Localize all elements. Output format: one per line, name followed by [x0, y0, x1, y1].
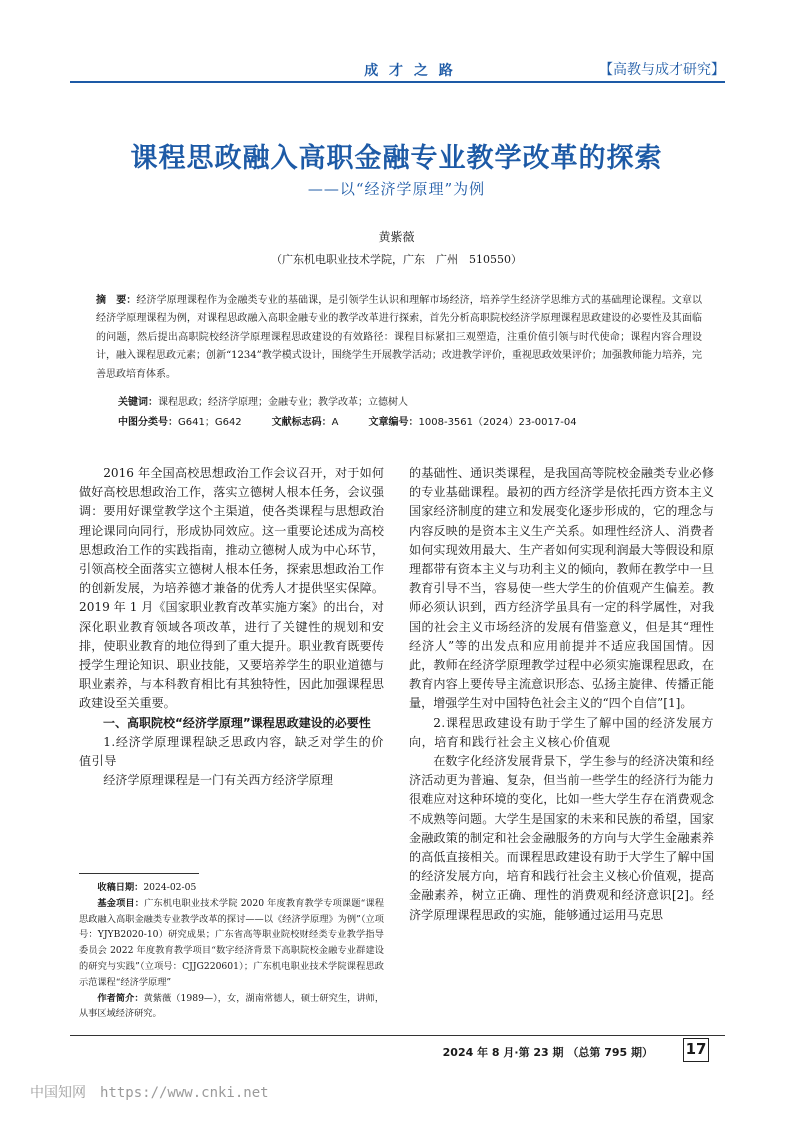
abstract-text: 经济学原理课程作为金融类专业的基础课，是引领学生认识和理解市场经济，培养学生经济学思维方式的基础理论课程。文章以经济学原理课程为例，对课程思政融入高职金融专业的教学改革进行探索，首先分析高职院校经济学原理课程思政建设的必要性及其面临的问题，然后提出高职院校经济学原理课程思政建设的有效路径：课程目标紧扣三观塑造，注重价值引领与时代使命；课程内容合理设计，融入课程思政元素；创新“1234”教学模式设计，围绕学生开展教学活动；改进教学评价，重视思政效果评价；加强教师能力培养，完善思政培育体系。 [96, 295, 703, 380]
journal-name: 成 才 之 路 [364, 63, 456, 79]
abstract [96, 292, 702, 384]
doc-code-label: 文献标志码： [271, 417, 332, 428]
source-watermark [30, 1082, 269, 1102]
author-name: 黄紫薇 [378, 230, 415, 244]
doc-code-value: A [331, 417, 339, 428]
author-bio: 作者简介：黄紫薇（1989—），女，湖南常德人，硕士研究生，讲师，从事区域经济研究。 [79, 992, 385, 1020]
keywords-label: 关键词： [118, 397, 158, 408]
footnote-divider [79, 873, 199, 874]
classification-line [118, 414, 718, 432]
body-column-right [409, 464, 714, 925]
keywords [118, 394, 698, 412]
watermark-brand: 中国知网 [30, 1085, 86, 1101]
footnotes [79, 880, 384, 1022]
clc-value: G641；G642 [178, 417, 242, 428]
body-column-left [79, 464, 384, 790]
keywords-text: 课程思政；经济学原理；金融专业；教学改革；立德树人 [158, 397, 408, 408]
article-title: 课程思政融入高职金融专业教学改革的探索 [130, 143, 663, 174]
section-heading: 一、高职院校“经济学原理”课程思政建设的必要性 [103, 715, 371, 730]
author-affiliation: （广东机电职业技术学院，广东 广州 510550） [271, 253, 522, 266]
body-paragraph: 的基础性、通识类课程，是我国高等院校金融类专业必修的专业基础课程。最初的西方经济学是依托西方资本主义国家经济制度的建立和发展变化逐步形成的，它的理念与内容反映的是资本主义生产关系。如理性经济人、消费者如何实现效用最大、生产者如何实现利润最大等假设和原理都带有资本主义与功利主义的倾向，教师在教学中一旦教育引导不当，容易使一些大学生的价值观产生偏差。教师必须认识到，西方经济学虽具有一定的科学属性，对我国的社会主义市场经济的发展有借鉴意义，但是其“理性经济人”等的出发点和应用前提并不适应我国国情。因此，教师在经济学原理教学过程中必须实施课程思政，在教育内容上要传导主流意识形态、弘扬主旋律、传播正能量，增强学生对中国特色社会主义的“四个自信”[1]。 [409, 466, 714, 711]
received-date: 收稿日期：2024-02-05 [97, 882, 197, 893]
subsection-heading: 1.经济学原理课程缺乏思政内容，缺乏对学生的价值引导 [79, 734, 384, 769]
subsection-heading: 2.课程思政建设有助于学生了解中国的经济发展方向，培育和践行社会主义核心价值观 [409, 715, 714, 749]
abstract-label: 摘 要： [96, 295, 137, 306]
footer-rule [70, 1035, 725, 1036]
article-number-value: 1008-3561（2024）23-0017-04 [418, 417, 577, 428]
article-number-label: 文章编号： [368, 417, 419, 428]
body-paragraph: 在数字化经济发展背景下，学生参与的经济决策和经济活动更为普遍、复杂，但当前一些学生的经济行为能力很难应对这种环境的变化，比如一些大学生存在消费观念不成熟等问题。大学生是国家的未来和民族的希望，国家金融政策的制定和社会金融服务的方向与大学生金融素养的高低直接相关。而课程思政建设有助于大学生了解中国的经济发展方向，培育和践行社会主义核心价值观，提高金融素养，树立正确、理性的消费观和经济意识[2]。经济学原理课程思政的实施，能够通过运用马克思 [409, 754, 714, 922]
watermark-url[interactable]: https://www.cnki.net [100, 1085, 269, 1101]
column-label: 【高教与成才研究】 [599, 62, 725, 78]
body-paragraph: 经济学原理课程是一门有关西方经济学原理 [103, 773, 333, 788]
page-number: 17 [683, 1038, 709, 1062]
clc-label: 中图分类号： [118, 417, 178, 428]
article-subtitle: ——以“经济学原理”为例 [307, 180, 486, 198]
journal-header [70, 57, 725, 83]
fund-note: 基金项目：广东机电职业技术学院 2020 年度教育教学专项课题“课程思政融入高职金融类专业教学改革的探讨——以《经济学原理》为例”（立项号：YJYB2020-10）研究成果；广东省高等职业院校财经类专业教学指导委员会 2022 年度教育教学项目“数字经济背景下高职院校金融专业群建设的研究与实践”（立项号：CJJG220601）；广东机电职业技术学院课程思政示范课程“经济学原理” [79, 897, 385, 988]
header-rule [70, 81, 725, 83]
issue-info: 2024 年 8 月·第 23 期 （总第 795 期） [442, 1046, 653, 1059]
body-paragraph: 2016 年全国高校思想政治工作会议召开，对于如何做好高校思想政治工作，落实立德树人根本任务，会议强调：要用好课堂教学这个主渠道，使各类课程与思想政治理论课同向同行，形成协同效应。这一重要论述成为高校思想政治工作的实践指南，推动立德树人成为中心环节，引领高校全面落实立德树人根本任务，探索思想政治工作的创新发展，为培养德才兼备的优秀人才提供坚实保障。2019 年 1 月《国家职业教育改革实施方案》的出台，对深化职业教育领域各项改革，进行了关键性的规划和安排，使职业教育的地位得到了重大提升。职业教育既要传授学生理论知识、职业技能，又要培养学生的职业道德与职业素养，与本科教育相比有其独特性，因此加强课程思政建设至关重要。 [79, 466, 384, 711]
